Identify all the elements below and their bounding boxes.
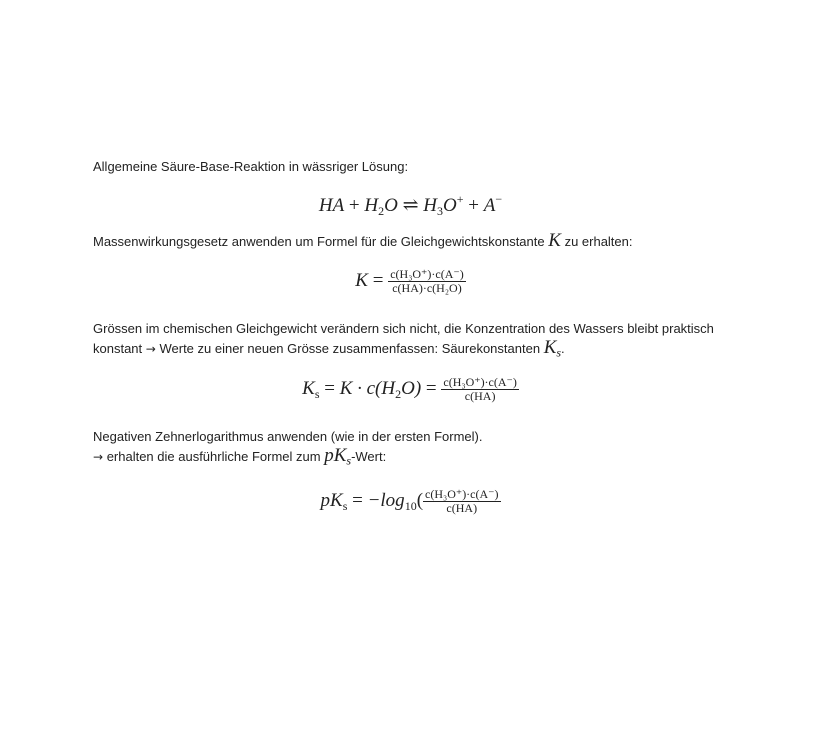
eq1-equilibrium-arrow: ⇌: [402, 195, 419, 216]
eq1-hydronium-o: O: [443, 195, 457, 216]
eq1-water-o: O: [384, 195, 398, 216]
right-arrow-icon: →: [93, 450, 104, 464]
ks-period: .: [561, 341, 565, 356]
eq3-equals-1: =: [324, 377, 335, 399]
eq1-hydronium-sup: +: [456, 192, 464, 206]
pks-line-1: Negativen Zehnerlogarithmus anwenden (wie in der ersten Formel).: [93, 429, 483, 444]
eq1-water-sub: 2: [378, 204, 385, 218]
eq1-hydronium-sub: 3: [437, 204, 444, 218]
eq2-denominator: c(HA)·c(H₂O): [392, 281, 462, 295]
mwg-k-symbol: K: [548, 230, 561, 251]
eq1-plus-2: +: [468, 195, 479, 216]
eq3-denominator: c(HA): [464, 389, 496, 403]
eq2-k: K: [355, 269, 368, 291]
ks-symbol: K: [543, 337, 557, 358]
eq4-numerator: c(H₃O⁺)·c(A⁻): [425, 487, 499, 501]
right-arrow-icon: →: [145, 342, 156, 356]
eq3-equals-2: =: [425, 377, 437, 399]
pks-equation: [0, 488, 821, 515]
ks-paragraph: [93, 319, 714, 363]
eq4-log: −log: [367, 489, 405, 511]
intro-text: Allgemeine Säure-Base-Reaktion in wässriger Lösung:: [93, 159, 409, 174]
pks-line-2: [93, 446, 482, 471]
mwg-paragraph: [93, 231, 633, 251]
eq2-fraction: [388, 268, 465, 295]
eq3-mid: K · c(H: [339, 377, 396, 399]
ks-line-2a: konstant: [93, 341, 143, 356]
eq4-equals: =: [352, 489, 363, 511]
eq1-water-h: H: [364, 195, 379, 216]
pks-line-2a: erhalten die ausführliche Formel zum: [106, 449, 321, 464]
eq1-plus-1: +: [348, 195, 360, 216]
eq1-anion-sup: −: [495, 192, 503, 206]
eq4-denominator: c(HA): [446, 501, 478, 515]
eq4-paren: (: [416, 489, 424, 511]
ks-line-2: [93, 338, 714, 363]
pks-line-2b: -Wert:: [351, 449, 387, 464]
eq4-log-sub: 10: [404, 498, 417, 513]
ks-line-1: Grössen im chemischen Gleichgewicht verändern sich nicht, die Konzentration des Wassers bleibt praktisch: [93, 321, 714, 336]
ks-symbol-sub: s: [556, 345, 562, 360]
eq1-ha: HA: [318, 195, 345, 216]
eq2-equals: =: [372, 269, 384, 291]
eq1-anion: A: [483, 195, 496, 216]
mwg-tail: zu erhalten:: [564, 234, 633, 249]
eq4-pk: pK: [320, 489, 343, 511]
eq3-k: K: [302, 377, 315, 399]
eq1-hydronium-h: H: [423, 195, 438, 216]
reaction-equation: [0, 192, 821, 219]
ks-line-2b: Werte zu einer neuen Grösse zusammenfassen: Säurekonstanten: [159, 341, 541, 356]
eq4-fraction: [423, 488, 500, 515]
ks-equation: [0, 376, 821, 403]
eq3-mid-sub: 2: [395, 386, 402, 401]
pks-paragraph: [93, 427, 482, 471]
pks-symbol: pK: [324, 445, 347, 466]
k-equation: [0, 268, 821, 295]
eq2-numerator: c(H₃O⁺)·c(A⁻): [390, 267, 464, 281]
pks-symbol-sub: s: [346, 453, 352, 468]
eq3-numerator: c(H₃O⁺)·c(A⁻): [443, 375, 517, 389]
eq3-k-sub: s: [314, 386, 320, 401]
eq3-mid-tail: O): [401, 377, 422, 399]
mwg-text: Massenwirkungsgesetz anwenden um Formel für die Gleichgewichtskonstante: [93, 234, 545, 249]
eq3-fraction: [441, 376, 518, 403]
eq4-pk-sub: s: [342, 498, 348, 513]
intro-paragraph: [93, 157, 408, 176]
